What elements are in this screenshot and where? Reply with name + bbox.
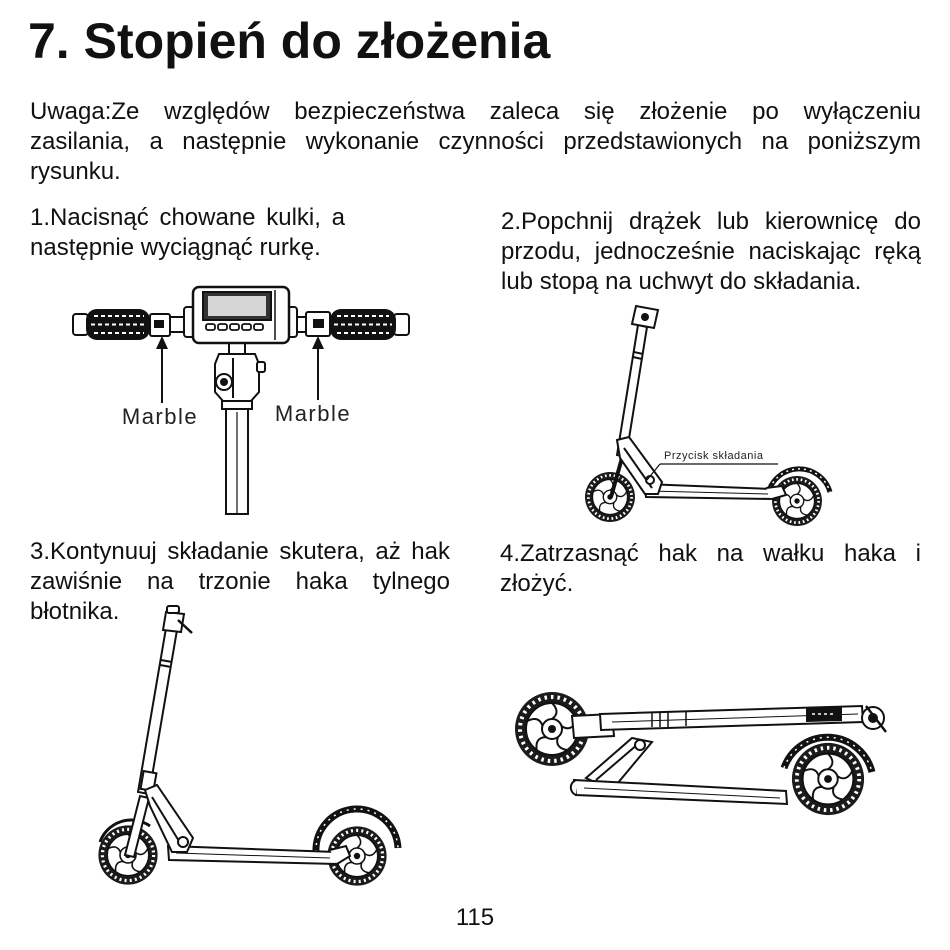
deck (644, 484, 786, 499)
step-line: 4.Zatrzasnąć hak na wałku haka i (500, 540, 921, 567)
page-title: 7. Stopień do złożenia (28, 13, 551, 69)
handlebar-head (862, 706, 886, 732)
step-1-text (30, 203, 345, 263)
scooter-folded-diagram (505, 680, 905, 850)
right-brake-lever (306, 312, 330, 336)
intro-line: Uwaga:Ze względów bezpieczeństwa zaleca się złożenie po wyłączeniu (30, 98, 921, 125)
step-line: 3.Kontynuuj składanie skutera, aż hak (30, 538, 450, 565)
left-marble-arrow (156, 336, 168, 403)
step-line: zawiśnie na trzonie haka tylnego (30, 568, 450, 595)
display-console (184, 287, 297, 343)
step-line: błotnika. (30, 598, 120, 625)
right-grip (330, 309, 409, 340)
scooter-upright-diagram (90, 600, 410, 900)
rear-wheel (792, 743, 864, 815)
rear-wheel (772, 476, 822, 526)
step-line: złożyć. (500, 570, 574, 597)
right-marble-arrow (312, 336, 324, 400)
step-line: lub stopą na uchwyt do składania. (501, 268, 862, 295)
deck (571, 780, 787, 804)
marble-label-right: Marble (274, 401, 352, 426)
intro-line: rysunku. (30, 158, 121, 185)
step-4-text (500, 539, 921, 599)
left-grip (73, 309, 150, 340)
folding-clamp (215, 354, 265, 401)
step-line: 2.Popchnij drążek lub kierownicę do (501, 208, 921, 235)
marble-label-left: Marble (121, 404, 199, 429)
folding-button-callout (647, 450, 778, 480)
handlebar-head (163, 606, 192, 633)
deck (168, 846, 350, 864)
intro-line: zasilania, a następnie wykonanie czynności przedstawionych na poniższym (30, 128, 921, 155)
scooter-folding-diagram (570, 295, 840, 535)
handlebar-head (632, 306, 658, 328)
intro-paragraph (30, 97, 921, 187)
step-2-text (501, 207, 921, 297)
page-number: 115 (455, 904, 495, 931)
stem-hook (806, 707, 842, 722)
step-line: przodu, jednocześnie naciskając ręką (501, 238, 921, 265)
handlebar-diagram (60, 280, 420, 520)
front-wheel (585, 472, 635, 522)
left-brake-lever (150, 314, 170, 336)
step-line: 1.Nacisnąć chowane kulki, a (30, 204, 345, 231)
step-line: następnie wyciągnąć rurkę. (30, 234, 321, 261)
folding-button-label: Przycisk składania (664, 450, 764, 462)
